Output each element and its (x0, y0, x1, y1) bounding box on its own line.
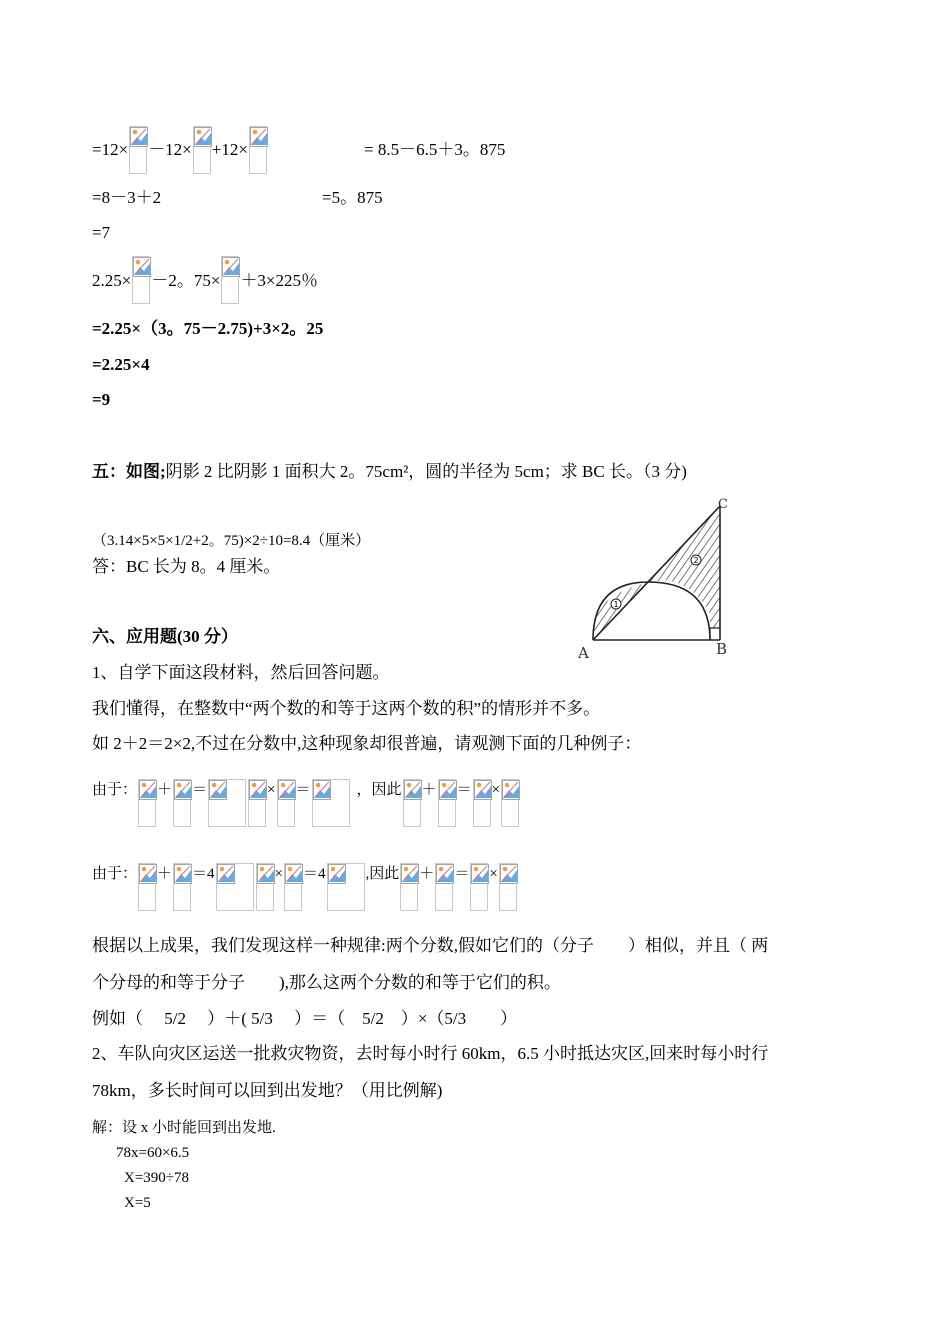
equals-four: ＝4 (303, 866, 326, 882)
fraction-image-icon (249, 126, 267, 174)
section5-answer: 答：BC 长为 8。4 厘米。 (92, 557, 281, 576)
question-1: 1、自学下面这段材料，然后回答问题。 (92, 663, 390, 682)
calc-line-5: =2.25×（3。75－2.75)+3×2。25 (92, 319, 324, 338)
fraction-image-icon (470, 863, 488, 911)
calc-text: －12× (148, 140, 192, 159)
plus-sign: ＋ (421, 782, 437, 798)
calc-text: －2。75× (151, 271, 221, 290)
calc-text: 2.25× (92, 271, 132, 290)
fraction-image-icon (499, 863, 517, 911)
fraction-image-icon (221, 256, 239, 304)
paragraph-1: 我们懂得，在整数中“两个数的和等于这两个数的积”的情形并不多。 (92, 699, 601, 718)
solution-line-1: 解：设 x 小时能回到出发地. (92, 1120, 276, 1136)
calc-line-7: =9 (92, 390, 111, 409)
times-sign: × (489, 866, 498, 882)
fraction-image-icon (312, 779, 350, 827)
calc-line-1b: = 8.5－6.5＋3。875 (364, 140, 506, 159)
rule-line-2: 个分母的和等于分子 ),那么这两个分数的和等于它们的积。 (92, 973, 561, 992)
section5-heading: 五：如图; (92, 462, 166, 481)
example-row-2 (92, 863, 518, 911)
solution-line-2: 78x=60×6.5 (116, 1145, 190, 1161)
calc-line-6: =2.25×4 (92, 355, 150, 374)
fraction-image-icon (129, 126, 147, 174)
example-row-1 (92, 779, 520, 827)
rule-line-1: 根据以上成果，我们发现这样一种规律:两个分数,假如它们的（分子 ）相似，并且（ 两 (92, 936, 769, 955)
equals-sign: ＝ (454, 866, 470, 882)
fraction-image-icon (173, 863, 191, 911)
vertex-b-label: B (716, 640, 728, 658)
fraction-image-icon (400, 863, 418, 911)
fraction-image-icon (277, 779, 295, 827)
row-then: ,因此 (365, 866, 400, 882)
geometry-figure (578, 496, 750, 664)
fraction-image-icon (403, 779, 421, 827)
section5-question: 阴影 2 比阴影 1 面积大 2。75cm²，圆的半径为 5cm；求 BC 长。（3 分) (165, 462, 687, 481)
fraction-image-icon (438, 779, 456, 827)
fraction-image-icon (327, 863, 365, 911)
row-lead: 由于： (92, 866, 138, 882)
calc-line-2a: =8－3＋2 (92, 188, 162, 207)
section5-title (92, 462, 687, 482)
fraction-image-icon (138, 863, 156, 911)
svg-text:1: 1 (613, 600, 619, 609)
plus-sign: ＋ (419, 866, 435, 882)
fraction-image-icon (138, 779, 156, 827)
fraction-image-icon (256, 863, 274, 911)
calc-text: ＋3×225％ (240, 271, 319, 290)
solution-line-4: X=5 (124, 1195, 151, 1211)
calc-line-1 (92, 126, 268, 174)
row-then: ，因此 (356, 782, 402, 798)
example-line: 例如（ 5/2 ）＋( 5/3 ）＝（ 5/2 ）×（5/3 ） (92, 1009, 518, 1028)
calc-line-2b: =5。875 (322, 188, 383, 207)
svg-text:2: 2 (693, 556, 699, 565)
times-sign: × (274, 866, 284, 882)
fraction-image-icon (132, 256, 150, 304)
plus-sign: ＋ (157, 782, 173, 798)
equals-sign: ＝ (192, 782, 208, 798)
equals-four: ＝4 (192, 866, 215, 882)
fraction-image-icon (284, 863, 302, 911)
section5-formula: （3.14×5×5×1/2+2。75)×2÷10=8.4（厘米） (92, 533, 371, 549)
fraction-image-icon (208, 779, 246, 827)
calc-line-4 (92, 256, 318, 304)
plus-sign: ＋ (157, 866, 173, 882)
calc-line-3: =7 (92, 223, 111, 242)
calc-text: +12× (211, 140, 248, 159)
fraction-image-icon (193, 126, 211, 174)
fraction-image-icon (173, 779, 191, 827)
vertex-a-label: A (578, 644, 589, 662)
solution-line-3: X=390÷78 (124, 1170, 190, 1186)
row-lead: 由于： (92, 782, 138, 798)
times-sign: × (267, 782, 276, 798)
calc-text: =12× (92, 140, 129, 159)
fraction-image-icon (435, 863, 453, 911)
fraction-image-icon (473, 779, 491, 827)
fraction-image-icon (216, 863, 254, 911)
paragraph-2: 如 2＋2＝2×2,不过在分数中,这种现象却很普遍，请观测下面的几种例子： (92, 734, 642, 753)
times-sign: × (491, 782, 501, 798)
question-2-line-2: 78km，多长时间可以回到出发地？（用比例解) (92, 1081, 443, 1100)
fraction-image-icon (248, 779, 266, 827)
equals-sign: ＝ (295, 782, 311, 798)
vertex-c-label: C (718, 497, 728, 512)
section6-title: 六、应用题(30 分） (92, 627, 238, 646)
equals-sign: ＝ (456, 782, 472, 798)
question-2-line-1: 2、车队向灾区运送一批救灾物资，去时每小时行 60km，6.5 小时抵达灾区,回来时每小时行 (92, 1044, 769, 1063)
fraction-image-icon (501, 779, 519, 827)
